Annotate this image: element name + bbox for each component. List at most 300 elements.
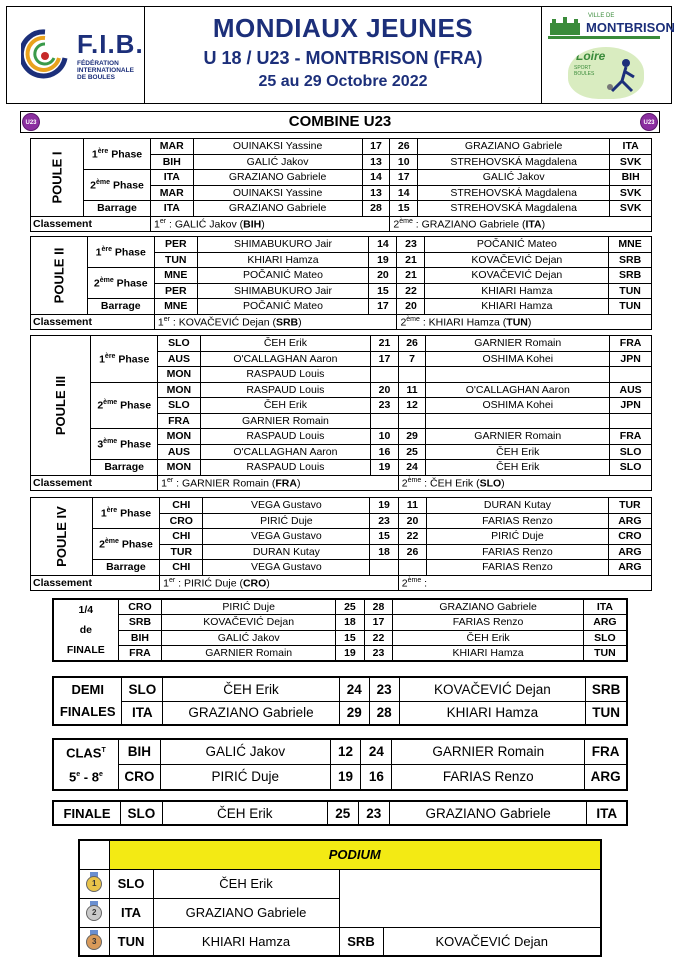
player-name: KHIARI Hamza (197, 252, 369, 268)
round-label-text: FINALE (63, 805, 111, 821)
score: 22 (398, 529, 426, 545)
podium-header-row (79, 840, 601, 869)
player-name: FARIAS Renzo (393, 615, 584, 631)
score (371, 413, 399, 429)
ranking-label: Classement (31, 475, 158, 491)
score: 24 (339, 677, 369, 701)
round-label (53, 801, 121, 825)
score: 24 (361, 739, 392, 764)
nation-code (610, 413, 652, 429)
phase-number: 2 (99, 538, 105, 551)
first-place: 1er : KOVAČEVIĆ Dejan (SRB) (154, 314, 397, 330)
player-name: ČEH Erik (153, 869, 339, 898)
podium-spacer (79, 840, 109, 869)
phase-suffix: ère (97, 147, 109, 155)
phase-word: Phase (118, 353, 150, 365)
score: 19 (330, 764, 361, 789)
player-name: GARNIER Romain (426, 429, 610, 445)
first-place: 1er : PIRIĆ Duje (CRO) (160, 575, 399, 591)
phase-label (87, 268, 154, 299)
rank-suffix: ème (407, 576, 422, 584)
second-name: GRAZIANO Gabriele ( (421, 218, 526, 230)
score: 23 (371, 398, 399, 414)
score: 20 (397, 299, 425, 315)
nation-code: SLO (109, 869, 153, 898)
player-name: KOVAČEVIĆ Dejan (425, 252, 609, 268)
page-subtitle: U 18 / U23 - MONTBRISON (FRA) (203, 48, 483, 68)
match-row (53, 599, 627, 615)
phase-suffix: ère (106, 506, 118, 514)
sponsor-logos (541, 7, 675, 103)
player-name: GRAZIANO Gabriele (163, 701, 340, 725)
rank-suffix: er (169, 576, 176, 584)
second-name: KHIARI Hamza ( (428, 316, 507, 328)
phase-suffix: ème (103, 399, 118, 406)
player-name: GRAZIANO Gabriele (389, 801, 587, 825)
nation-code: CRO (608, 529, 651, 545)
nation-code: SLO (158, 336, 201, 352)
match-row (31, 498, 652, 514)
score: 10 (371, 429, 399, 445)
pool-label-text: POULE IV (53, 505, 69, 567)
score: 16 (361, 764, 392, 789)
score: 28 (362, 201, 390, 217)
pool-label-text: POULE I (49, 151, 65, 204)
fib-subtitle-1: FÉDÉRATION (77, 60, 119, 67)
first-name: GALIĆ Jakov ( (174, 218, 244, 230)
ranking-row (31, 475, 652, 491)
player-name: POČANIĆ Mateo (197, 268, 369, 284)
score: 15 (369, 283, 397, 299)
phase-label (87, 237, 154, 268)
rank-number: 2 (400, 316, 407, 328)
loire-sport-boules-logo (568, 47, 644, 99)
score: 26 (398, 544, 426, 560)
player-name: SHIMABUKURO Jair (197, 237, 369, 253)
nation-code: JPN (610, 398, 652, 414)
phase-number: 2 (97, 399, 104, 412)
phase-number: 1 (91, 148, 98, 161)
player-name: ČEH Erik (426, 460, 610, 476)
player-name: DURAN Kutay (203, 544, 370, 560)
range-start: 5 (69, 769, 77, 785)
player-name: ČEH Erik (162, 801, 327, 825)
fib-logo-icon (21, 28, 69, 82)
u23-badge-left: U23 (22, 113, 40, 131)
placement-5-8-table (52, 738, 628, 791)
match-row (31, 299, 652, 315)
fib-name: F.I.B. (77, 29, 144, 59)
player-name: GARNIER Romain (426, 336, 610, 352)
nation-code: SLO (583, 630, 627, 646)
nation-code: TUN (609, 283, 652, 299)
nation-code: TUN (586, 701, 627, 725)
second-nation: TUN (506, 316, 528, 328)
score: 23 (370, 513, 398, 529)
player-name: KHIARI Hamza (399, 701, 586, 725)
nation-code: ITA (122, 701, 163, 725)
phase-number: 1 (95, 246, 102, 259)
player-name: KOVAČEVIĆ Dejan (399, 677, 586, 701)
player-name: GRAZIANO Gabriele (193, 201, 362, 217)
nation-code: ITA (151, 201, 193, 217)
podium-table (78, 839, 602, 957)
player-name: PIRIĆ Duje (162, 599, 336, 615)
player-name: RASPAUD Louis (200, 429, 371, 445)
pool-table-3 (30, 335, 652, 491)
player-name: STREHOVSKÁ Magdalena (418, 154, 610, 170)
player-name: VEGA Gustavo (203, 529, 370, 545)
score: 23 (364, 646, 393, 662)
first-place: 1er : GALIĆ Jakov (BIH) (151, 216, 390, 232)
score: 11 (398, 498, 426, 514)
nation-code: SVK (610, 185, 652, 201)
nation-code: MNE (154, 299, 197, 315)
rank-number: 2 (401, 577, 408, 589)
score: 12 (398, 398, 426, 414)
second-place: 2ème : (398, 575, 651, 591)
nation-code: SLO (610, 444, 652, 460)
player-name: PIRIĆ Duje (160, 764, 330, 789)
nation-code: SRB (586, 677, 627, 701)
nation-code: BIH (151, 154, 193, 170)
nation-code: SLO (158, 398, 201, 414)
nation-code: ARG (608, 513, 651, 529)
nation-code: AUS (158, 351, 201, 367)
pool-label (31, 139, 84, 217)
phase-word: Phase (120, 438, 152, 451)
nation-code: CHI (160, 529, 203, 545)
final-table (52, 800, 628, 826)
player-name: KOVAČEVIĆ Dejan (162, 615, 336, 631)
player-name (426, 367, 610, 383)
semi-final-table (52, 676, 628, 726)
ranking-row (31, 314, 652, 330)
silver-medal-icon (85, 901, 103, 921)
phase-label (91, 336, 158, 383)
ranking-label: Classement (31, 575, 160, 591)
phase-suffix: ème (96, 178, 111, 186)
player-name: KHIARI Hamza (153, 927, 339, 956)
rank-suffix: er (163, 315, 170, 323)
first-place: 1er : GARNIER Romain (FRA) (158, 475, 399, 491)
phase-label (92, 529, 159, 560)
nation-code: SLO (121, 801, 163, 825)
rank-suffix: er (166, 476, 174, 484)
nation-code: ARG (585, 764, 627, 789)
header-titles (145, 7, 541, 103)
player-name: KOVAČEVIĆ Dejan (383, 927, 601, 956)
pool-label (31, 336, 91, 476)
player-name: GALIĆ Jakov (193, 154, 362, 170)
player-name: GALIĆ Jakov (160, 739, 330, 764)
second-place: 2ème : ČEH Erik (SLO) (398, 475, 651, 491)
quarter-final-table (52, 598, 628, 662)
player-name: GARNIER Romain (162, 646, 336, 662)
phase-word: Phase (120, 507, 152, 520)
player-name: PIRIĆ Duje (427, 529, 609, 545)
phase-label (91, 382, 158, 429)
ranking-row (31, 575, 652, 591)
score: 28 (364, 599, 393, 615)
city-small-label: VILLE DE (588, 13, 615, 19)
pool-label-text: POULE II (51, 247, 67, 304)
phase-word: Phase (114, 246, 146, 259)
player-name: O'CALLAGHAN Aaron (200, 444, 371, 460)
player-name: DURAN Kutay (427, 498, 609, 514)
score: 19 (371, 460, 399, 476)
second-place: 2ème : KHIARI Hamza (TUN) (397, 314, 652, 330)
player-name: ČEH Erik (426, 444, 610, 460)
match-row (31, 170, 652, 186)
phase-number: 1 (100, 507, 107, 520)
montbrison-logo (548, 13, 675, 39)
phase-number: 2 (93, 277, 100, 290)
player-name: ČEH Erik (393, 630, 584, 646)
phase-word: Phase (116, 277, 148, 290)
phase-word: Phase (111, 148, 143, 161)
player-name: O'CALLAGHAN Aaron (200, 351, 371, 367)
score (370, 560, 398, 576)
nation-code: SVK (610, 154, 652, 170)
nation-code: FRA (610, 336, 652, 352)
player-name: GARNIER Romain (392, 739, 585, 764)
score: 20 (369, 268, 397, 284)
score (398, 367, 426, 383)
nation-code: SRB (609, 252, 652, 268)
match-row (53, 615, 627, 631)
player-name: RASPAUD Louis (200, 367, 371, 383)
player-name: RASPAUD Louis (200, 460, 371, 476)
phase-word: Phase (120, 399, 152, 412)
rank-number: 1 (161, 477, 167, 489)
nation-code: BIH (118, 739, 160, 764)
player-name: SHIMABUKURO Jair (197, 283, 369, 299)
player-name: KHIARI Hamza (425, 283, 609, 299)
player-name: GRAZIANO Gabriele (193, 170, 362, 186)
podium-row (79, 927, 601, 956)
second-place: 2ème : GRAZIANO Gabriele (ITA) (390, 216, 652, 232)
nation-code: TUR (160, 544, 203, 560)
score: 22 (397, 283, 425, 299)
fib-subtitle-3: DE BOULES (77, 74, 115, 81)
player-name: ČEH Erik (163, 677, 340, 701)
round-label-line: de (79, 624, 92, 636)
player-name: OSHIMA Kohei (426, 398, 610, 414)
medal-cell (79, 927, 109, 956)
match-row (53, 630, 627, 646)
round-label-line: FINALES (59, 704, 116, 719)
score: 15 (370, 529, 398, 545)
podium-row (79, 869, 601, 898)
score: 19 (369, 252, 397, 268)
nation-code: SRB (339, 927, 383, 956)
score: 20 (371, 382, 399, 398)
score: 17 (369, 299, 397, 315)
first-nation: SRB (275, 316, 299, 328)
nation-code: FRA (610, 429, 652, 445)
score: 23 (397, 237, 425, 253)
nation-code: CRO (118, 764, 160, 789)
nation-code: MON (158, 429, 201, 445)
score: 25 (327, 801, 358, 825)
bronze-medal-icon (85, 930, 103, 950)
nation-code: ITA (151, 170, 193, 186)
player-name: STREHOVSKÁ Magdalena (418, 185, 610, 201)
score: 25 (336, 599, 365, 615)
range-start-suffix: e (76, 771, 81, 779)
rank-suffix: ème (406, 315, 420, 323)
score: 10 (390, 154, 418, 170)
player-name: POČANIĆ Mateo (425, 237, 609, 253)
medal-cell (79, 869, 109, 898)
phase-number: 3 (97, 438, 104, 451)
rank-number: 1 (163, 577, 170, 589)
player-name: ČEH Erik (200, 336, 371, 352)
score: 12 (330, 739, 361, 764)
round-label (53, 677, 122, 725)
nation-code: TUN (109, 927, 153, 956)
page-title: MONDIAUX JEUNES (212, 13, 474, 43)
first-nation: BIH (243, 218, 262, 230)
second-nation: SLO (479, 477, 502, 489)
rank-suffix: er (159, 217, 167, 225)
phase-label (84, 139, 151, 170)
classt-suffix: T (101, 747, 106, 754)
score: 15 (336, 630, 365, 646)
round-label (53, 739, 118, 790)
phase-label (87, 299, 154, 315)
city-name: MONTBRISON (586, 20, 675, 35)
rank-suffix: ème (399, 217, 413, 225)
nation-code: MON (158, 382, 201, 398)
score: 20 (398, 513, 426, 529)
round-label-line: FINALE (66, 644, 105, 656)
player-name: O'CALLAGHAN Aaron (426, 382, 610, 398)
barrage-label: Barrage (106, 561, 146, 574)
first-name: PIRIĆ Duje ( (184, 577, 243, 589)
nation-code (610, 367, 652, 383)
section-title: COMBINE U23 (20, 111, 660, 133)
score: 14 (390, 185, 418, 201)
score (398, 560, 426, 576)
range-end: - 8 (80, 769, 99, 785)
pool-table-2 (30, 236, 652, 330)
phase-label (84, 201, 151, 217)
player-name: ČEH Erik (200, 398, 371, 414)
score: 21 (397, 268, 425, 284)
player-name: STREHOVSKÁ Magdalena (418, 201, 610, 217)
barrage-label: Barrage (97, 202, 137, 215)
event-dates: 25 au 29 Octobre 2022 (258, 73, 428, 90)
player-name: FARIAS Renzo (427, 560, 609, 576)
first-name: GARNIER Romain ( (181, 477, 276, 489)
player-name: OSHIMA Kohei (426, 351, 610, 367)
nation-code: PER (154, 237, 197, 253)
player-name: FARIAS Renzo (392, 764, 585, 789)
player-name: KHIARI Hamza (425, 299, 609, 315)
match-row (31, 201, 652, 217)
pool-label-text: POULE III (53, 375, 69, 435)
nation-code: CHI (160, 498, 203, 514)
player-name: VEGA Gustavo (203, 560, 370, 576)
nation-code: AUS (610, 382, 652, 398)
nation-code: FRA (585, 739, 627, 764)
player-name: GARNIER Romain (200, 413, 371, 429)
nation-code: MAR (151, 185, 193, 201)
rank-number: 1 (157, 316, 164, 328)
score: 19 (370, 498, 398, 514)
nation-code: SVK (610, 201, 652, 217)
round-label-line (57, 740, 115, 764)
nation-code: TUN (609, 299, 652, 315)
score: 26 (398, 336, 426, 352)
player-name: KHIARI Hamza (393, 646, 584, 662)
score: 28 (369, 701, 399, 725)
ranking-row (31, 216, 652, 232)
pool-table-4 (30, 497, 652, 591)
nation-code: ITA (587, 801, 627, 825)
rank-number: 2 (401, 477, 408, 489)
medal-rank: 3 (86, 934, 102, 950)
score (398, 413, 426, 429)
score: 13 (362, 185, 390, 201)
loire-sport-label: SPORT BOULES (574, 65, 595, 77)
second-nation: ITA (525, 218, 542, 230)
phase-suffix: ème (99, 276, 114, 284)
player-name: POČANIĆ Mateo (197, 299, 369, 315)
phase-label (91, 429, 158, 460)
nation-code: ARG (608, 544, 651, 560)
match-row (31, 139, 652, 155)
nation-code: FRA (118, 646, 161, 662)
player-name: FARIAS Renzo (427, 513, 609, 529)
player-name (426, 413, 610, 429)
match-row (31, 560, 652, 576)
ranking-label: Classement (31, 216, 151, 232)
phase-number: 1 (99, 353, 105, 365)
score: 21 (371, 336, 399, 352)
score: 15 (390, 201, 418, 217)
fib-subtitle-2: INTERNATIONALE (77, 67, 134, 74)
medal-rank: 2 (86, 905, 102, 921)
bowler-icon (602, 57, 642, 97)
medal-rank: 1 (86, 876, 102, 892)
player-name: RASPAUD Louis (200, 382, 371, 398)
match-row (31, 237, 652, 253)
nation-code: JPN (610, 351, 652, 367)
player-name: GRAZIANO Gabriele (153, 898, 339, 927)
match-row (53, 764, 627, 789)
nation-code: CHI (160, 560, 203, 576)
second-name: ČEH Erik ( (429, 477, 480, 489)
nation-code: MNE (609, 237, 652, 253)
score: 24 (398, 460, 426, 476)
range-end-suffix: e (98, 771, 103, 779)
round-label (53, 599, 118, 661)
phase-word: Phase (121, 538, 153, 551)
player-name: GALIĆ Jakov (418, 170, 610, 186)
rank-number: 1 (154, 218, 160, 230)
nation-code: ITA (610, 139, 652, 155)
nation-code: SLO (122, 677, 163, 701)
nation-code: PER (154, 283, 197, 299)
pool-table-1 (30, 138, 652, 232)
gold-medal-icon (85, 872, 103, 892)
phase-suffix: ème (104, 537, 119, 545)
medal-cell (79, 898, 109, 927)
match-row (53, 646, 627, 662)
